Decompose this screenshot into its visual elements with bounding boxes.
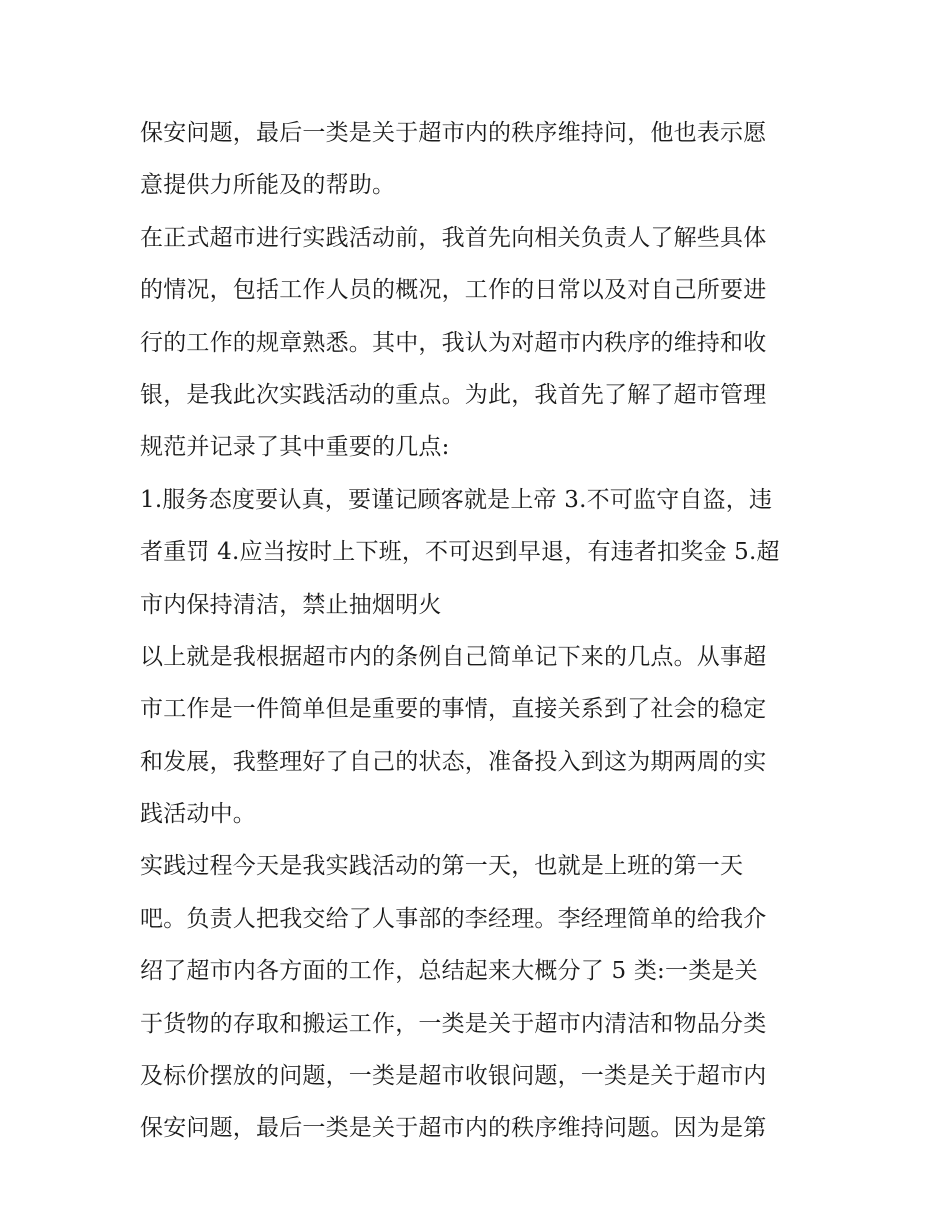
body-text bbox=[140, 107, 820, 1155]
text-line: 的情况，包括工作人员的概况，工作的日常以及对自己所要进 bbox=[140, 277, 767, 304]
text-line: 和发展，我整理好了自己的状态，准备投入到这为期两周的实 bbox=[140, 748, 767, 775]
text-line: 者重罚 4.应当按时上下班，不可迟到早退，有违者扣奖金 5.超 bbox=[140, 539, 780, 566]
text-line: 以上就是我根据超市内的条例自己简单记下来的几点。从事超 bbox=[140, 643, 767, 670]
text-line: 1.服务态度要认真，要谨记顾客就是上帝 3.不可监守自盗，违 bbox=[140, 486, 773, 513]
text-line: 在正式超市进行实践活动前，我首先向相关负责人了解些具体 bbox=[140, 224, 767, 251]
text-line: 市工作是一件简单但是重要的事情，直接关系到了社会的稳定 bbox=[140, 696, 767, 723]
text-line: 于货物的存取和搬运工作，一类是关于超市内清洁和物品分类 bbox=[140, 1010, 767, 1037]
text-line: 绍了超市内各方面的工作，总结起来大概分了 5 类:一类是关 bbox=[140, 958, 758, 985]
text-line: 市内保持清洁，禁止抽烟明火 bbox=[140, 591, 442, 618]
text-line: 践活动中。 bbox=[140, 801, 256, 828]
text-line: 规范并记录了其中重要的几点: bbox=[140, 434, 450, 461]
text-line: 实践过程今天是我实践活动的第一天，也就是上班的第一天 bbox=[140, 853, 744, 880]
text-line: 吧。负责人把我交给了人事部的李经理。李经理简单的给我介 bbox=[140, 905, 767, 932]
text-line: 行的工作的规章熟悉。其中，我认为对超市内秩序的维持和收 bbox=[140, 329, 767, 356]
text-line: 银，是我此次实践活动的重点。为此，我首先了解了超市管理 bbox=[140, 381, 767, 408]
text-line: 及标价摆放的问题，一类是超市收银问题，一类是关于超市内 bbox=[140, 1063, 767, 1090]
text-line: 保安问题，最后一类是关于超市内的秩序维持问题。因为是第 bbox=[140, 1115, 767, 1142]
text-line: 保安问题，最后一类是关于超市内的秩序维持问，他也表示愿 bbox=[140, 120, 767, 146]
text-line: 意提供力所能及的帮助。 bbox=[140, 172, 396, 199]
